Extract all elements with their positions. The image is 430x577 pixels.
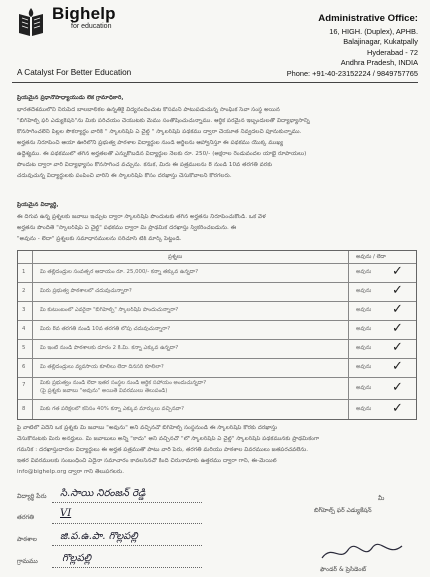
office-title: Administrative Office:: [318, 13, 418, 24]
checkmark-icon[interactable]: ✓: [392, 302, 403, 317]
office-line: Andhra Pradesh, INDIA: [340, 58, 418, 68]
salutation: ప్రియమైన ప్రధానోపాధ్యాయుడు లేక గ్రామాధికారి,: [17, 95, 124, 101]
body-line: చేసుకొనుటకు మీరు అనర్హులు. మీ జవాబులు అన్నీ "కాదు" అని వచ్చినచో "లో స్కాలర్‌షిప్ ఏ చైల్డ్" స్కాలర్‌షిప్ పథకమునకు ప్రాథమికంగా: [17, 436, 320, 442]
closing-word: మీ: [378, 495, 385, 502]
row-number: 6: [22, 364, 26, 370]
checkmark-icon[interactable]: ✓: [392, 283, 403, 298]
student-greeting: ప్రియమైన విద్యార్థీ,: [17, 202, 59, 208]
table-row-divider: [18, 282, 416, 283]
table-column-divider: [32, 251, 33, 419]
question-text: మీకు గత పరీక్షలలో కనీసం 40% కన్నా ఎక్కువ మార్కులు వచ్చినవా?: [40, 406, 185, 412]
row-number: 2: [22, 288, 26, 294]
question-text: మీ ఇంటి నుండి పాఠశాలకు దూరం 2 కి.మీ. కన్నా ఎక్కువ ఉన్నదా?: [40, 345, 179, 351]
village-label: గ్రామము: [17, 558, 38, 565]
checkmark-icon[interactable]: ✓: [392, 401, 403, 416]
student-name-value: సి.సాయి నిరంజన్ రెడ్డి: [60, 488, 146, 499]
student-name-field[interactable]: [52, 502, 202, 503]
class-value: VI: [60, 508, 72, 519]
body-line: చదువుచున్న విద్యార్థులకు పంపించి వారిని ఈ స్కాలర్‌షిప్ కోసం దరఖాస్తు చేసుకోవాలని కోరగలరు.: [17, 173, 232, 179]
question-text: మీకు ప్రభుత్వం నుండి లేదా ఇతర సంస్థల నుండి ఆర్థిక సహాయం అందుచున్నదా?: [40, 380, 207, 386]
office-address: [268, 13, 418, 79]
school-field[interactable]: [52, 545, 202, 546]
table-header-answer: అవును / లేదా: [356, 254, 387, 260]
checkmark-icon[interactable]: ✓: [392, 264, 403, 279]
class-field[interactable]: [52, 523, 202, 524]
open-book-logo-icon: [17, 6, 45, 38]
table-row-divider: [18, 301, 416, 302]
village-field[interactable]: [52, 567, 202, 568]
body-line: ఇతర వివరములకు సంబంధించి ఏదైనా సమాచారం కావలసినచో కింది చిరునామాకు ఉత్తరము ద్వారా గాని, ఈ-మెయిల్: [17, 458, 277, 464]
question-text: మీ కుటుంబంలో ఎవరైనా "బిగ్‌హెల్ప్" స్కాలర్‌షిప్ పొందుచున్నారా?: [40, 307, 179, 313]
body-line: "బిగ్‌హెల్ప్ ఫర్ ఎడ్యుకేషన్"ను మీకు పరిచయం చేయుటకు మేము సంతోషించుచున్నాము. ఆర్థిక పరమైన ఇబ్బందులతో విద్యాభ్యాసాన్ని: [17, 118, 310, 124]
checkmark-icon[interactable]: ✓: [392, 359, 403, 374]
table-header-question: ప్రశ్నలు: [168, 254, 183, 260]
office-line: Hyderabad - 72: [367, 47, 418, 57]
answer-text: అవును: [356, 406, 372, 412]
office-line: Balajinagar, Kukatpally: [343, 37, 418, 47]
question-text: మీ తల్లిదండ్రుల సంవత్సర ఆదాయం రూ. 25,000/- కన్నా తక్కువ ఉన్నదా?: [40, 269, 199, 275]
office-phone: Phone: +91-40-23152224 / 9849757765: [286, 68, 418, 78]
table-row-divider: [18, 377, 416, 378]
school-value: జి.ప.ఉ.పా. గొల్లపల్లి: [60, 531, 138, 542]
question-text: మీరు 8వ తరగతి నుండి 10వ తరగతి లోపు చదువుచున్నారా?: [40, 326, 171, 332]
checkmark-icon[interactable]: ✓: [392, 380, 403, 395]
checkmark-icon[interactable]: ✓: [392, 321, 403, 336]
table-row-divider: [18, 339, 416, 340]
row-number: 7: [22, 382, 26, 388]
contact-email-line: info@bighelp.org ద్వారా గాని తెలుపగలరు.: [17, 469, 125, 475]
row-number: 3: [22, 307, 26, 313]
answer-text: అవును: [356, 326, 372, 332]
question-text: మీరు ప్రభుత్వ పాఠశాలలో చదువుచున్నారా?: [40, 288, 132, 294]
body-line: అర్హతను పొందితే "స్కాలర్‌షిప్ ఏ చైల్డ్" పథకము ద్వారా మీ ప్రాథమిక దరఖాస్తు స్వీకరించబడును. ఈ: [17, 225, 237, 231]
body-line: అర్హతను నిరూపించి ఆయా ఊరిలోని ప్రభుత్వ పాఠశాల విద్యార్థుల నుండి అర్జీలను ఆహ్వానిస్తూ ఈ పథకము యొక్క ముఖ్య: [17, 140, 284, 146]
question-text: మీ తల్లిదండ్రులు వ్యవసాయ కూలీలు లేదా దినసరి కూలీలా?: [40, 364, 164, 370]
answer-text: అవును: [356, 288, 372, 294]
answer-text: అవును: [356, 364, 372, 370]
brand-name: Bighelp: [52, 4, 116, 23]
answer-text: అవును: [356, 385, 372, 391]
body-line: గమనిక : దరఖాస్తుదారుల విద్యార్థులు ఈ అర్హత పత్రముతో పాటు వారి పేరు, తరగతి మరియు పాఠశాల వివరములు జతపరచవలెను.: [17, 447, 309, 453]
school-label: పాఠశాల: [17, 536, 37, 543]
body-line: పొందుట ద్వారా వారి విద్యాభ్యాసం కొనసాగించ వచ్చును. కనుక, మీరు ఈ పత్రములను 8 నుండి 10వ తరగతి వరకు: [17, 162, 273, 168]
checkmark-icon[interactable]: ✓: [392, 340, 403, 355]
class-label: తరగతి: [17, 514, 34, 521]
office-line: 16, HIGH. (Duplex), APHB.: [329, 27, 418, 36]
signature-scribble: [318, 540, 408, 564]
founder-title: ఫౌండర్ & ప్రెసిడెంట్: [320, 566, 367, 573]
body-line: "అవును - లేదా" ప్రశ్నలకు సమాధానములను సరిచూసి టిక్ మార్క్ పెట్టండి.: [17, 236, 182, 242]
row-number: 5: [22, 345, 26, 351]
row-number: 4: [22, 326, 26, 332]
table-row-divider: [18, 320, 416, 321]
row-number: 8: [22, 406, 26, 412]
table-row-divider: [18, 358, 416, 359]
tagline: A Catalyst For Better Education: [17, 68, 132, 77]
table-column-divider: [348, 251, 349, 419]
org-name: బిగ్‌హెల్ప్ ఫర్ ఎడ్యుకేషన్: [314, 507, 372, 514]
body-line: భారతదేశములోని నిరుపేద బాలబాలికల ఉన్నతికై విద్యనందించుట కోసమని పాటుపడుచున్న సాంఘిక సేవా సంస్థ అయిన: [17, 107, 280, 113]
eligibility-table: [17, 250, 417, 420]
village-value: గొల్లపల్లి: [62, 553, 92, 564]
question-note: (పై ప్రశ్నకు జవాబు "అవును" అయితే వివరములు తెలుపండి): [40, 388, 168, 394]
header-divider: [12, 82, 418, 83]
answer-text: అవును: [356, 269, 372, 275]
body-line: పై వాటిలో ఏదేని ఒక ప్రశ్నకు మీ జవాబు "అవును" అని వచ్చినచో బిగ్‌హెల్ప్ సంస్థనుండి ఈ స్కాలర్‌షిప్ కొరకు దరఖాస్తు: [17, 425, 278, 431]
answer-text: అవును: [356, 345, 372, 351]
brand-subtitle: for education: [71, 23, 112, 30]
answer-text: అవును: [356, 307, 372, 313]
table-row-divider: [18, 399, 416, 400]
student-name-label: విద్యార్థి పేరు: [17, 493, 47, 500]
body-line: కొనసాగించలేని పిల్లల సౌకర్యార్థం వారికి " స్కాలర్‌షిప్ ఏ చైల్డ్ " స్కాలర్‌షిప్ పథకము ద్వారా చేయూత నివ్వదలచి పూనుకున్నాము.: [17, 129, 302, 135]
body-line: ఈ దిగువ ఉన్న ప్రశ్నలకు జవాబు ఇచ్చుట ద్వారా స్కాలర్‌షిప్ పొందుటకు తగిన అర్హతను నిరూపించుకోండి. ఒక వేళ: [17, 214, 266, 220]
body-line: ఉద్దేశ్యము. ఈ పథకములో తగిన అర్హతలతో ఎన్నుకోబడిన విద్యార్థుల నెలకు రూ. 250/- (అక్షరాల రెండువందల యాభై రూపాయలు): [17, 151, 307, 157]
table-row-divider: [18, 263, 416, 264]
row-number: 1: [22, 269, 26, 275]
